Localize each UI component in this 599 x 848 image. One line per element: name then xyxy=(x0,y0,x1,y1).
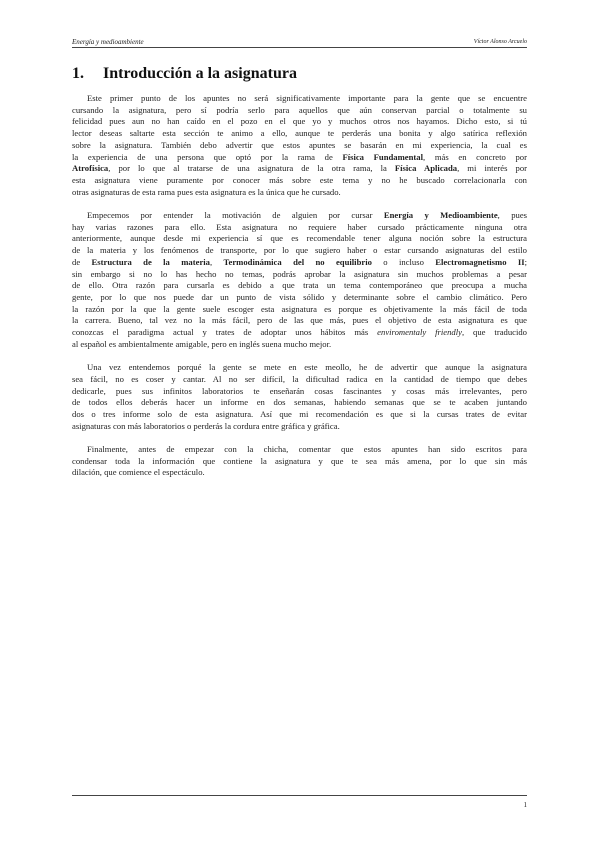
header-rule xyxy=(72,47,527,48)
text-run: Una vez entendemos porqué la gente se mete en este meollo, he de advertir que aunque la asignatura xyxy=(87,362,527,373)
text-run: dedicarle, pues sus infinitos laboratorios te enseñarán cosas fascinantes y cosas más irrelevantes, pero xyxy=(72,385,527,396)
text-run: Empecemos por entender la motivación de alguien por cursar xyxy=(87,210,384,221)
text-line xyxy=(72,222,527,234)
text-line xyxy=(72,105,527,117)
text-line xyxy=(72,444,527,456)
text-line xyxy=(72,93,527,105)
text-run: felicidad pues aun no han caído en el pozo en el que yo y muchos otros nos hayamos. Dicho esto, si tú xyxy=(72,116,527,127)
text-run: , por lo que al tratarse de una asignatura de la otra rama, la xyxy=(108,163,395,174)
text-run: , que traducido xyxy=(461,327,527,338)
header-left-title: Energía y medioambiente xyxy=(72,38,144,46)
page-number: 1 xyxy=(523,801,527,809)
text-run: Este primer punto de los apuntes no será significativamente importante para la gente que se encuentre xyxy=(87,93,527,103)
text-line xyxy=(72,269,527,281)
text-line xyxy=(72,339,527,351)
text-run: sobre la asignatura. También debo advertir que estos apuntes se basarán en mi experiencia, la cual es xyxy=(72,139,527,150)
text-line xyxy=(72,456,527,468)
text-run: cursando la asignatura, pero sí podría serlo para aquellos que aún conservan parcial o totalmente su xyxy=(72,104,527,115)
text-run: sin embargo si no lo has hecho no temas, podrás aprobar la asignatura sin muchos problemas a pesar xyxy=(72,268,527,279)
section-heading xyxy=(72,64,527,84)
text-run: lector deseas saltarte esta sección te animo a ello, aunque te perderás una bonita y algo satírica reflexión xyxy=(72,128,527,139)
text-run: Finalmente, antes de empezar con la chicha, comentar que estos apuntes han sido escritos para xyxy=(87,444,527,455)
text-run: o incluso xyxy=(371,256,436,267)
text-line xyxy=(72,175,527,187)
footer-rule xyxy=(72,795,527,796)
text-run: otras asignaturas de esta rama pues esta asignatura es la única que he cursado. xyxy=(72,186,341,197)
text-run: anteriormente, aunque desde mi experiencia sí que es recomendable tener alguna noción sobre la estructura xyxy=(72,233,527,244)
text-line xyxy=(72,140,527,152)
bold-term: Física Aplicada xyxy=(394,163,458,174)
bold-term: Electromagnetismo II xyxy=(435,256,525,267)
text-run: , más en concreto por xyxy=(423,151,527,162)
text-run: esta asignatura viene puramente por conocer más sobre este tema y no he buscado correlacionarla con xyxy=(72,174,527,185)
text-line xyxy=(72,304,527,316)
text-line xyxy=(72,327,527,339)
bold-term: Estructura de la materia xyxy=(91,256,210,267)
text-run: la experiencia de una persona que optó por la rama de xyxy=(72,151,343,162)
text-run: de la materia y los fenómenos de transporte, por lo que sugiero haber o estar cursando asignaturas del estilo xyxy=(72,245,527,256)
text-line xyxy=(72,386,527,398)
text-run: hay varias razones para ello. Esta asignatura no requiere haber cursado prácticamente ninguna otra xyxy=(72,221,527,232)
text-run: asignaturas con más laboratorios o perderás la cordura entre gráfica y gráfica. xyxy=(72,420,340,431)
text-line xyxy=(72,467,527,479)
bold-term: Física Fundamental xyxy=(342,151,424,162)
text-line xyxy=(72,233,527,245)
text-run: de xyxy=(72,256,92,267)
text-run: , mi interés por xyxy=(457,163,528,174)
paragraph xyxy=(72,210,527,350)
text-line xyxy=(72,245,527,257)
text-run: , xyxy=(210,256,224,267)
italic-term: enviromentaly friendly xyxy=(377,327,462,338)
section-number: 1. xyxy=(72,65,84,82)
paragraph xyxy=(72,93,527,198)
text-line xyxy=(72,409,527,421)
text-line xyxy=(72,397,527,409)
text-line xyxy=(72,315,527,327)
text-line xyxy=(72,128,527,140)
text-line xyxy=(72,257,527,269)
bold-term: Termodinámica del no equilibrio xyxy=(223,256,372,267)
text-run: la carrera. Bueno, tal vez no la más fácil, pero de las que más, pues el objetivo de esta asignatura es que xyxy=(72,315,527,326)
text-run: de todos ellos deberás hacer un informe en dos semanas, habiendo semanas que se te acaben juntando xyxy=(72,397,527,408)
text-line xyxy=(72,187,527,199)
text-run: dos o tres informe solo de esta asignatura. Así que mi recomendación es que si la cursas trates de evitar xyxy=(72,408,527,419)
text-run: dilación, que comience el espectáculo. xyxy=(72,467,205,478)
text-run: condensar toda la información que contiene la asignatura y que te sea más amena, por lo que sin más xyxy=(72,455,527,466)
text-run: la razón por la que la gente suele escoger esta asignatura es porque es objetivamente la más fácil de toda xyxy=(72,303,527,314)
text-line xyxy=(72,292,527,304)
text-run: , pues xyxy=(497,210,528,221)
text-run: gente, por lo que nos puede dar un punto de vista sólido y determinante sobre el cambio climático. Pero xyxy=(72,291,527,302)
bold-term: Atrofísica xyxy=(72,163,109,174)
text-line xyxy=(72,163,527,175)
text-run: conozcas el paradigma actual y trates de adoptar unos hábitos más xyxy=(72,327,378,338)
bold-term: Energía y Medioambiente xyxy=(383,210,498,221)
text-run: al español es ambientalmente amigable, pero en inglés suena mucho mejor. xyxy=(72,338,332,349)
text-line xyxy=(72,210,527,222)
text-run: de ello. Otra razón para cursarla es debido a que trata un tema contemporáneo que preocupa a mucha xyxy=(72,280,527,291)
text-line xyxy=(72,374,527,386)
body-text xyxy=(72,93,527,491)
text-line xyxy=(72,116,527,128)
text-line xyxy=(72,362,527,374)
paragraph xyxy=(72,444,527,479)
header-author: Víctor Alonso Arcuelo xyxy=(473,39,527,45)
text-line xyxy=(72,421,527,433)
text-run: sea fácil, no es coser y cantar. Al no ser difícil, la dificultad radica en la cantidad de tiempo que debes xyxy=(72,373,527,384)
text-line xyxy=(72,152,527,164)
text-line xyxy=(72,280,527,292)
text-run: ; xyxy=(524,256,527,267)
section-title: Introducción a la asignatura xyxy=(103,65,297,82)
paragraph xyxy=(72,362,527,432)
